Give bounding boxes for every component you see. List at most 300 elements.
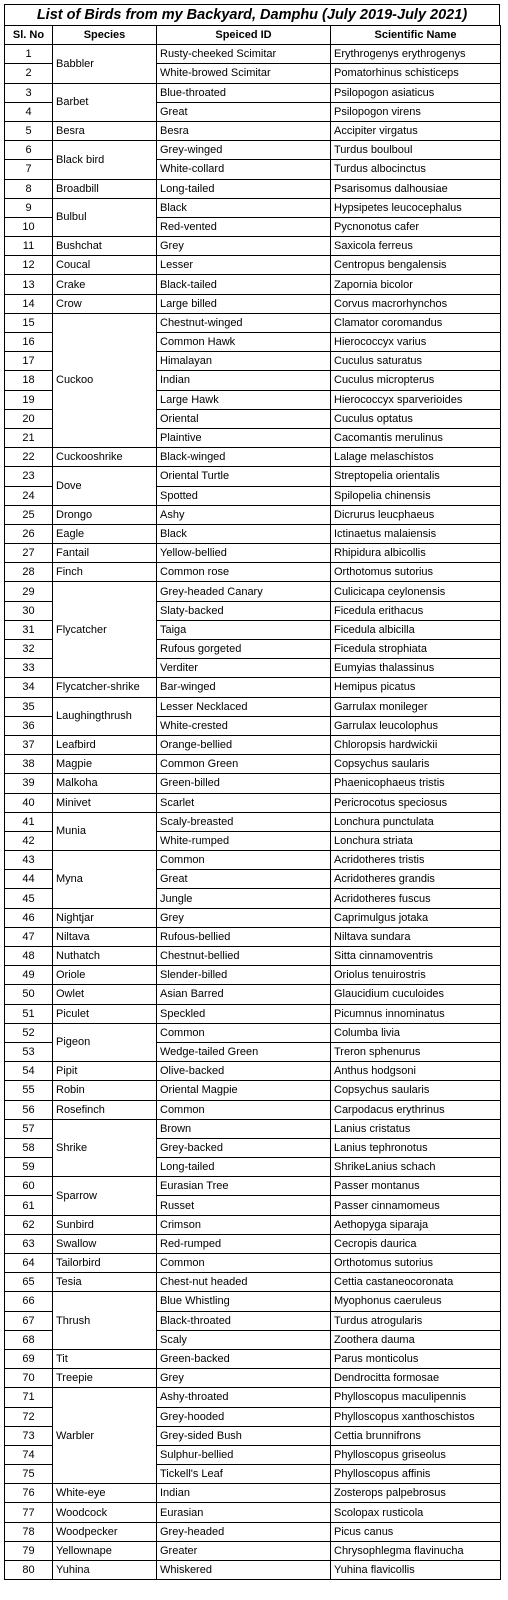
species-id-cell: Brown <box>157 1119 331 1138</box>
serial-number-cell: 56 <box>5 1100 53 1119</box>
scientific-name-cell: Clamator coromandus <box>331 313 501 332</box>
scientific-name-cell: Cecropis daurica <box>331 1234 501 1253</box>
table-row <box>5 1369 501 1388</box>
species-cell: Nuthatch <box>53 947 157 966</box>
table-row <box>5 256 501 275</box>
serial-number-cell: 72 <box>5 1407 53 1426</box>
species-cell: Rosefinch <box>53 1100 157 1119</box>
serial-number-cell: 8 <box>5 179 53 198</box>
species-cell: Swallow <box>53 1234 157 1253</box>
serial-number-cell: 3 <box>5 83 53 102</box>
species-id-cell: Black <box>157 524 331 543</box>
table-row <box>5 1100 501 1119</box>
scientific-name-cell: Chloropsis hardwickii <box>331 735 501 754</box>
scientific-name-cell: Parus monticolus <box>331 1349 501 1368</box>
scientific-name-cell: Passer montanus <box>331 1177 501 1196</box>
serial-number-cell: 18 <box>5 371 53 390</box>
serial-number-cell: 75 <box>5 1465 53 1484</box>
table-row <box>5 313 501 332</box>
serial-number-cell: 59 <box>5 1158 53 1177</box>
species-id-cell: Olive-backed <box>157 1062 331 1081</box>
table-row <box>5 294 501 313</box>
serial-number-cell: 34 <box>5 678 53 697</box>
scientific-name-cell: Psilopogon asiaticus <box>331 83 501 102</box>
table-row <box>5 524 501 543</box>
table-row <box>5 1215 501 1234</box>
species-cell: Oriole <box>53 966 157 985</box>
header-scientific-name: Scientific Name <box>331 26 501 45</box>
table-row <box>5 582 501 601</box>
scientific-name-cell: Pomatorhinus schisticeps <box>331 64 501 83</box>
serial-number-cell: 66 <box>5 1292 53 1311</box>
table-row <box>5 275 501 294</box>
species-cell: Sparrow <box>53 1177 157 1215</box>
scientific-name-cell: Eumyias thalassinus <box>331 659 501 678</box>
species-cell: Babbler <box>53 45 157 83</box>
species-cell: Flycatcher-shrike <box>53 678 157 697</box>
serial-number-cell: 31 <box>5 620 53 639</box>
scientific-name-cell: Lonchura punctulata <box>331 812 501 831</box>
table-row <box>5 1522 501 1541</box>
species-id-cell: Common Green <box>157 755 331 774</box>
species-cell: Broadbill <box>53 179 157 198</box>
species-cell: Myna <box>53 851 157 909</box>
scientific-name-cell: Rhipidura albicollis <box>331 544 501 563</box>
species-cell: Shrike <box>53 1119 157 1177</box>
serial-number-cell: 28 <box>5 563 53 582</box>
serial-number-cell: 68 <box>5 1330 53 1349</box>
serial-number-cell: 9 <box>5 198 53 217</box>
species-cell: Minivet <box>53 793 157 812</box>
species-id-cell: Black-winged <box>157 448 331 467</box>
scientific-name-cell: Cacomantis merulinus <box>331 428 501 447</box>
scientific-name-cell: Glaucidium cuculoides <box>331 985 501 1004</box>
scientific-name-cell: Picumnus innominatus <box>331 1004 501 1023</box>
species-cell: Bushchat <box>53 237 157 256</box>
scientific-name-cell: Lalage melaschistos <box>331 448 501 467</box>
species-id-cell: Green-billed <box>157 774 331 793</box>
species-id-cell: Plaintive <box>157 428 331 447</box>
table-row <box>5 697 501 716</box>
scientific-name-cell: Pericrocotus speciosus <box>331 793 501 812</box>
species-id-cell: White-collard <box>157 160 331 179</box>
species-id-cell: Great <box>157 870 331 889</box>
species-cell: Nightjar <box>53 908 157 927</box>
table-row <box>5 1081 501 1100</box>
table-row <box>5 45 501 64</box>
serial-number-cell: 45 <box>5 889 53 908</box>
table-row <box>5 908 501 927</box>
scientific-name-cell: Caprimulgus jotaka <box>331 908 501 927</box>
species-id-cell: Himalayan <box>157 352 331 371</box>
species-cell: Coucal <box>53 256 157 275</box>
table-row <box>5 179 501 198</box>
serial-number-cell: 38 <box>5 755 53 774</box>
serial-number-cell: 80 <box>5 1561 53 1580</box>
species-id-cell: Black-throated <box>157 1311 331 1330</box>
scientific-name-cell: Carpodacus erythrinus <box>331 1100 501 1119</box>
serial-number-cell: 71 <box>5 1388 53 1407</box>
scientific-name-cell: Dicrurus leucphaeus <box>331 505 501 524</box>
species-cell: Finch <box>53 563 157 582</box>
species-cell: Robin <box>53 1081 157 1100</box>
scientific-name-cell: Columba livia <box>331 1023 501 1042</box>
serial-number-cell: 50 <box>5 985 53 1004</box>
table-row <box>5 121 501 140</box>
species-cell: Fantail <box>53 544 157 563</box>
serial-number-cell: 53 <box>5 1042 53 1061</box>
serial-number-cell: 29 <box>5 582 53 601</box>
species-cell: Owlet <box>53 985 157 1004</box>
scientific-name-cell: Picus canus <box>331 1522 501 1541</box>
scientific-name-cell: Scolopax rusticola <box>331 1503 501 1522</box>
table-row <box>5 1234 501 1253</box>
scientific-name-cell: Pycnonotus cafer <box>331 217 501 236</box>
serial-number-cell: 33 <box>5 659 53 678</box>
species-id-cell: Chestnut-winged <box>157 313 331 332</box>
species-id-cell: Chestnut-bellied <box>157 947 331 966</box>
species-id-cell: Chest-nut headed <box>157 1273 331 1292</box>
table-row <box>5 947 501 966</box>
scientific-name-cell: Copsychus saularis <box>331 755 501 774</box>
scientific-name-cell: Psilopogon virens <box>331 102 501 121</box>
serial-number-cell: 51 <box>5 1004 53 1023</box>
scientific-name-cell: Orthotomus sutorius <box>331 1254 501 1273</box>
serial-number-cell: 46 <box>5 908 53 927</box>
serial-number-cell: 57 <box>5 1119 53 1138</box>
table-row <box>5 966 501 985</box>
serial-number-cell: 70 <box>5 1369 53 1388</box>
table-row <box>5 198 501 217</box>
species-cell: Laughingthrush <box>53 697 157 735</box>
table-body <box>5 45 501 1580</box>
species-cell: Tesia <box>53 1273 157 1292</box>
species-id-cell: Long-tailed <box>157 1158 331 1177</box>
species-id-cell: Grey-winged <box>157 141 331 160</box>
species-id-cell: Oriental Turtle <box>157 467 331 486</box>
serial-number-cell: 77 <box>5 1503 53 1522</box>
serial-number-cell: 35 <box>5 697 53 716</box>
scientific-name-cell: Acridotheres tristis <box>331 851 501 870</box>
serial-number-cell: 48 <box>5 947 53 966</box>
species-id-cell: Common Hawk <box>157 333 331 352</box>
species-cell: Warbler <box>53 1388 157 1484</box>
scientific-name-cell: Streptopelia orientalis <box>331 467 501 486</box>
table-row <box>5 1254 501 1273</box>
species-id-cell: Yellow-bellied <box>157 544 331 563</box>
scientific-name-cell: Turdus albocinctus <box>331 160 501 179</box>
table-row <box>5 83 501 102</box>
scientific-name-cell: Copsychus saularis <box>331 1081 501 1100</box>
species-id-cell: Scarlet <box>157 793 331 812</box>
scientific-name-cell: Centropus bengalensis <box>331 256 501 275</box>
serial-number-cell: 11 <box>5 237 53 256</box>
serial-number-cell: 14 <box>5 294 53 313</box>
species-cell: Cuckoo <box>53 313 157 447</box>
serial-number-cell: 54 <box>5 1062 53 1081</box>
serial-number-cell: 62 <box>5 1215 53 1234</box>
serial-number-cell: 39 <box>5 774 53 793</box>
species-id-cell: Slender-billed <box>157 966 331 985</box>
table-row <box>5 1541 501 1560</box>
serial-number-cell: 41 <box>5 812 53 831</box>
table-row <box>5 812 501 831</box>
scientific-name-cell: Ficedula strophiata <box>331 640 501 659</box>
scientific-name-cell: Culicicapa ceylonensis <box>331 582 501 601</box>
serial-number-cell: 4 <box>5 102 53 121</box>
serial-number-cell: 10 <box>5 217 53 236</box>
table-row <box>5 505 501 524</box>
species-id-cell: Sulphur-bellied <box>157 1445 331 1464</box>
species-cell: Magpie <box>53 755 157 774</box>
species-id-cell: Lesser <box>157 256 331 275</box>
scientific-name-cell: Cettia castaneocoronata <box>331 1273 501 1292</box>
serial-number-cell: 42 <box>5 831 53 850</box>
species-id-cell: Verditer <box>157 659 331 678</box>
serial-number-cell: 65 <box>5 1273 53 1292</box>
species-id-cell: Wedge-tailed Green <box>157 1042 331 1061</box>
scientific-name-cell: Garrulax monileger <box>331 697 501 716</box>
species-id-cell: Blue Whistling <box>157 1292 331 1311</box>
species-id-cell: Oriental <box>157 409 331 428</box>
species-id-cell: Grey <box>157 1369 331 1388</box>
serial-number-cell: 2 <box>5 64 53 83</box>
species-id-cell: White-crested <box>157 716 331 735</box>
serial-number-cell: 6 <box>5 141 53 160</box>
species-id-cell: Long-tailed <box>157 179 331 198</box>
table-row <box>5 1023 501 1042</box>
species-id-cell: Bar-winged <box>157 678 331 697</box>
table-row <box>5 1503 501 1522</box>
scientific-name-cell: Treron sphenurus <box>331 1042 501 1061</box>
species-cell: Cuckooshrike <box>53 448 157 467</box>
scientific-name-cell: Phylloscopus maculipennis <box>331 1388 501 1407</box>
species-id-cell: Common <box>157 851 331 870</box>
scientific-name-cell: Psarisomus dalhousiae <box>331 179 501 198</box>
serial-number-cell: 69 <box>5 1349 53 1368</box>
table-row <box>5 1292 501 1311</box>
scientific-name-cell: Oriolus tenuirostris <box>331 966 501 985</box>
scientific-name-cell: Myophonus caeruleus <box>331 1292 501 1311</box>
serial-number-cell: 20 <box>5 409 53 428</box>
scientific-name-cell: Cuculus optatus <box>331 409 501 428</box>
species-id-cell: Black <box>157 198 331 217</box>
scientific-name-cell: Cettia brunnifrons <box>331 1426 501 1445</box>
table-row <box>5 1388 501 1407</box>
species-cell: Woodcock <box>53 1503 157 1522</box>
species-cell: Woodpecker <box>53 1522 157 1541</box>
serial-number-cell: 37 <box>5 735 53 754</box>
scientific-name-cell: Spilopelia chinensis <box>331 486 501 505</box>
serial-number-cell: 49 <box>5 966 53 985</box>
table-row <box>5 467 501 486</box>
species-id-cell: Grey <box>157 908 331 927</box>
scientific-name-cell: Phylloscopus xanthoschistos <box>331 1407 501 1426</box>
table-row <box>5 1273 501 1292</box>
scientific-name-cell: Cuculus micropterus <box>331 371 501 390</box>
scientific-name-cell: Phylloscopus griseolus <box>331 1445 501 1464</box>
species-id-cell: Indian <box>157 1484 331 1503</box>
serial-number-cell: 61 <box>5 1196 53 1215</box>
scientific-name-cell: Phaenicophaeus tristis <box>331 774 501 793</box>
species-cell: Leafbird <box>53 735 157 754</box>
table-row <box>5 678 501 697</box>
scientific-name-cell: Hemipus picatus <box>331 678 501 697</box>
species-id-cell: Rusty-cheeked Scimitar <box>157 45 331 64</box>
table-row <box>5 755 501 774</box>
serial-number-cell: 32 <box>5 640 53 659</box>
species-id-cell: Greater <box>157 1541 331 1560</box>
scientific-name-cell: Corvus macrorhynchos <box>331 294 501 313</box>
species-id-cell: Ashy-throated <box>157 1388 331 1407</box>
species-id-cell: Russet <box>157 1196 331 1215</box>
scientific-name-cell: Acridotheres grandis <box>331 870 501 889</box>
species-id-cell: Red-vented <box>157 217 331 236</box>
species-cell: Malkoha <box>53 774 157 793</box>
species-cell: Niltava <box>53 927 157 946</box>
serial-number-cell: 25 <box>5 505 53 524</box>
table-row <box>5 793 501 812</box>
species-id-cell: Common <box>157 1023 331 1042</box>
header-species-id: Speiced ID <box>157 26 331 45</box>
serial-number-cell: 36 <box>5 716 53 735</box>
serial-number-cell: 13 <box>5 275 53 294</box>
species-id-cell: Speckled <box>157 1004 331 1023</box>
serial-number-cell: 67 <box>5 1311 53 1330</box>
serial-number-cell: 64 <box>5 1254 53 1273</box>
scientific-name-cell: Erythrogenys erythrogenys <box>331 45 501 64</box>
scientific-name-cell: Zoothera dauma <box>331 1330 501 1349</box>
species-id-cell: Common rose <box>157 563 331 582</box>
species-cell: Eagle <box>53 524 157 543</box>
scientific-name-cell: Saxicola ferreus <box>331 237 501 256</box>
scientific-name-cell: Ficedula albicilla <box>331 620 501 639</box>
table-row <box>5 544 501 563</box>
serial-number-cell: 44 <box>5 870 53 889</box>
species-id-cell: Red-rumped <box>157 1234 331 1253</box>
species-cell: Drongo <box>53 505 157 524</box>
species-cell: Sunbird <box>53 1215 157 1234</box>
serial-number-cell: 60 <box>5 1177 53 1196</box>
species-id-cell: Common <box>157 1100 331 1119</box>
scientific-name-cell: Hypsipetes leucocephalus <box>331 198 501 217</box>
table-row <box>5 1561 501 1580</box>
scientific-name-cell: Niltava sundara <box>331 927 501 946</box>
serial-number-cell: 73 <box>5 1426 53 1445</box>
serial-number-cell: 19 <box>5 390 53 409</box>
species-id-cell: Grey-headed Canary <box>157 582 331 601</box>
scientific-name-cell: ShrikeLanius schach <box>331 1158 501 1177</box>
serial-number-cell: 76 <box>5 1484 53 1503</box>
species-id-cell: Scaly-breasted <box>157 812 331 831</box>
serial-number-cell: 40 <box>5 793 53 812</box>
species-id-cell: Orange-bellied <box>157 735 331 754</box>
serial-number-cell: 58 <box>5 1138 53 1157</box>
serial-number-cell: 52 <box>5 1023 53 1042</box>
species-cell: Flycatcher <box>53 582 157 678</box>
scientific-name-cell: Lanius cristatus <box>331 1119 501 1138</box>
scientific-name-cell: Aethopyga siparaja <box>331 1215 501 1234</box>
species-id-cell: Tickell's Leaf <box>157 1465 331 1484</box>
serial-number-cell: 63 <box>5 1234 53 1253</box>
species-cell: Treepie <box>53 1369 157 1388</box>
species-cell: Tailorbird <box>53 1254 157 1273</box>
scientific-name-cell: Zapornia bicolor <box>331 275 501 294</box>
scientific-name-cell: Yuhina flavicollis <box>331 1561 501 1580</box>
species-cell: Munia <box>53 812 157 850</box>
species-cell: Pipit <box>53 1062 157 1081</box>
species-cell: Yuhina <box>53 1561 157 1580</box>
scientific-name-cell: Phylloscopus affinis <box>331 1465 501 1484</box>
table-row <box>5 1119 501 1138</box>
table-row <box>5 448 501 467</box>
species-id-cell: Large billed <box>157 294 331 313</box>
species-id-cell: Grey <box>157 237 331 256</box>
species-cell: Barbet <box>53 83 157 121</box>
table-row <box>5 774 501 793</box>
species-id-cell: Crimson <box>157 1215 331 1234</box>
species-id-cell: Green-backed <box>157 1349 331 1368</box>
sheet-title: List of Birds from my Backyard, Damphu (July 2019-July 2021) <box>4 4 500 25</box>
table-row <box>5 851 501 870</box>
serial-number-cell: 21 <box>5 428 53 447</box>
scientific-name-cell: Zosterops palpebrosus <box>331 1484 501 1503</box>
serial-number-cell: 30 <box>5 601 53 620</box>
serial-number-cell: 24 <box>5 486 53 505</box>
table-row <box>5 237 501 256</box>
species-cell: Piculet <box>53 1004 157 1023</box>
species-id-cell: White-browed Scimitar <box>157 64 331 83</box>
serial-number-cell: 7 <box>5 160 53 179</box>
scientific-name-cell: Cuculus saturatus <box>331 352 501 371</box>
species-id-cell: Black-tailed <box>157 275 331 294</box>
serial-number-cell: 43 <box>5 851 53 870</box>
scientific-name-cell: Orthotomus sutorius <box>331 563 501 582</box>
species-id-cell: Taiga <box>157 620 331 639</box>
species-id-cell: Blue-throated <box>157 83 331 102</box>
species-id-cell: Eurasian <box>157 1503 331 1522</box>
table-row <box>5 735 501 754</box>
serial-number-cell: 12 <box>5 256 53 275</box>
scientific-name-cell: Hierococcyx sparverioides <box>331 390 501 409</box>
scientific-name-cell: Acridotheres fuscus <box>331 889 501 908</box>
scientific-name-cell: Accipiter virgatus <box>331 121 501 140</box>
header-sl-no: Sl. No <box>5 26 53 45</box>
species-id-cell: Ashy <box>157 505 331 524</box>
species-id-cell: Large Hawk <box>157 390 331 409</box>
scientific-name-cell: Garrulax leucolophus <box>331 716 501 735</box>
table-row <box>5 1177 501 1196</box>
table-row <box>5 141 501 160</box>
header-species: Species <box>53 26 157 45</box>
species-id-cell: Rufous-bellied <box>157 927 331 946</box>
species-id-cell: Grey-headed <box>157 1522 331 1541</box>
species-cell: Black bird <box>53 141 157 179</box>
scientific-name-cell: Chrysophlegma flavinucha <box>331 1541 501 1560</box>
scientific-name-cell: Ficedula erithacus <box>331 601 501 620</box>
scientific-name-cell: Sitta cinnamoventris <box>331 947 501 966</box>
scientific-name-cell: Ictinaetus malaiensis <box>331 524 501 543</box>
species-id-cell: Scaly <box>157 1330 331 1349</box>
bird-list-sheet <box>4 4 500 1580</box>
scientific-name-cell: Lonchura striata <box>331 831 501 850</box>
scientific-name-cell: Turdus atrogularis <box>331 1311 501 1330</box>
table-row <box>5 1062 501 1081</box>
species-id-cell: Besra <box>157 121 331 140</box>
scientific-name-cell: Hierococcyx varius <box>331 333 501 352</box>
scientific-name-cell: Passer cinnamomeus <box>331 1196 501 1215</box>
species-id-cell: Slaty-backed <box>157 601 331 620</box>
